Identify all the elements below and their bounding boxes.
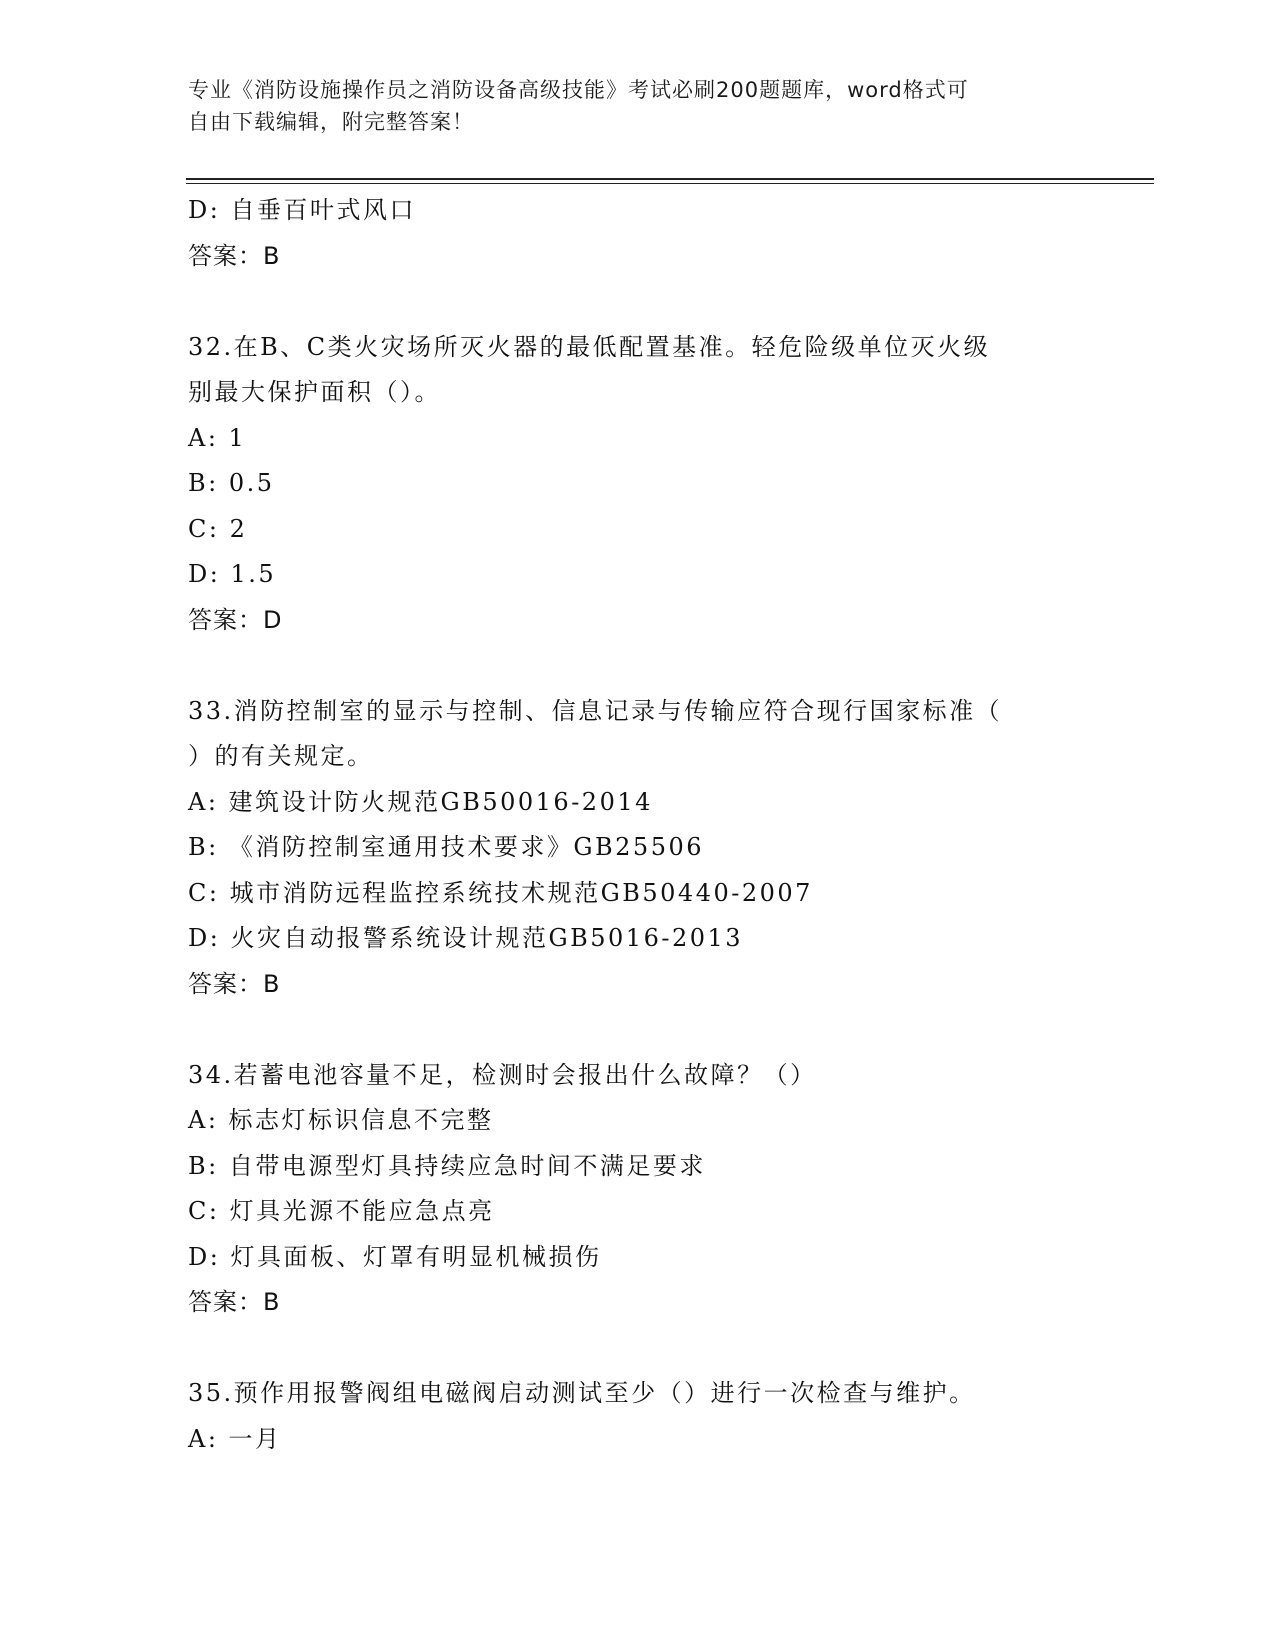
option-c: C: 2 (188, 514, 248, 543)
question-35 (188, 1371, 1088, 1462)
answer: 答案：B (188, 1288, 281, 1316)
option-a: A: 一月 (188, 1424, 282, 1453)
option-c: C: 城市消防远程监控系统技术规范GB50440-2007 (188, 878, 813, 907)
spacer (188, 1326, 1088, 1372)
document-header (188, 74, 1088, 138)
question-text: 33.消防控制室的显示与控制、信息记录与传输应符合现行国家标准（ (188, 696, 1003, 725)
question-34 (188, 1053, 1088, 1326)
option-b: B: 自带电源型灯具持续应急时间不满足要求 (188, 1151, 706, 1180)
option-d: D: 火灾自动报警系统设计规范GB5016-2013 (188, 924, 744, 952)
answer: 答案：B (188, 969, 281, 998)
option-b: B: 《消防控制室通用技术要求》GB25506 (188, 833, 705, 861)
option-a: A: 标志灯标识信息不完整 (188, 1106, 494, 1134)
question-text: 32.在B、C类火灾场所灭火器的最低配置基准。轻危险级单位灭火级 (188, 332, 991, 361)
question-32 (188, 325, 1088, 644)
answer: 答案：B (188, 241, 281, 270)
question-list (188, 188, 1088, 1462)
option-d: D: 灯具面板、灯罩有明显机械损伤 (188, 1242, 602, 1271)
option-a: A: 建筑设计防火规范GB50016-2014 (188, 787, 653, 816)
option-b: B: 0.5 (188, 469, 275, 497)
option-d: D: 1.5 (188, 560, 277, 588)
question-text-cont: 别最大保护面积（）。 (188, 378, 441, 406)
header-rule-thin (186, 183, 1154, 184)
spacer (188, 279, 1088, 325)
header-line-2: 自由下载编辑，附完整答案！ (188, 110, 474, 134)
question-text: 34.若蓄电池容量不足，检测时会报出什么故障？（） (188, 1060, 817, 1089)
answer: 答案：D (188, 605, 283, 634)
spacer (188, 1007, 1088, 1053)
option-d: D: 自垂百叶式风口 (188, 196, 416, 224)
header-line-1: 专业《消防设施操作员之消防设备高级技能》考试必刷200题题库，word格式可 (188, 78, 969, 102)
previous-question-tail (188, 188, 1088, 279)
option-c: C: 灯具光源不能应急点亮 (188, 1197, 495, 1225)
option-a: A: 1 (188, 423, 247, 452)
question-text-cont: ）的有关规定。 (188, 742, 374, 770)
header-rule-thick (186, 178, 1154, 180)
question-33 (188, 689, 1088, 1008)
question-text: 35.预作用报警阀组电磁阀启动测试至少（）进行一次检查与维护。 (188, 1379, 976, 1407)
spacer (188, 643, 1088, 689)
